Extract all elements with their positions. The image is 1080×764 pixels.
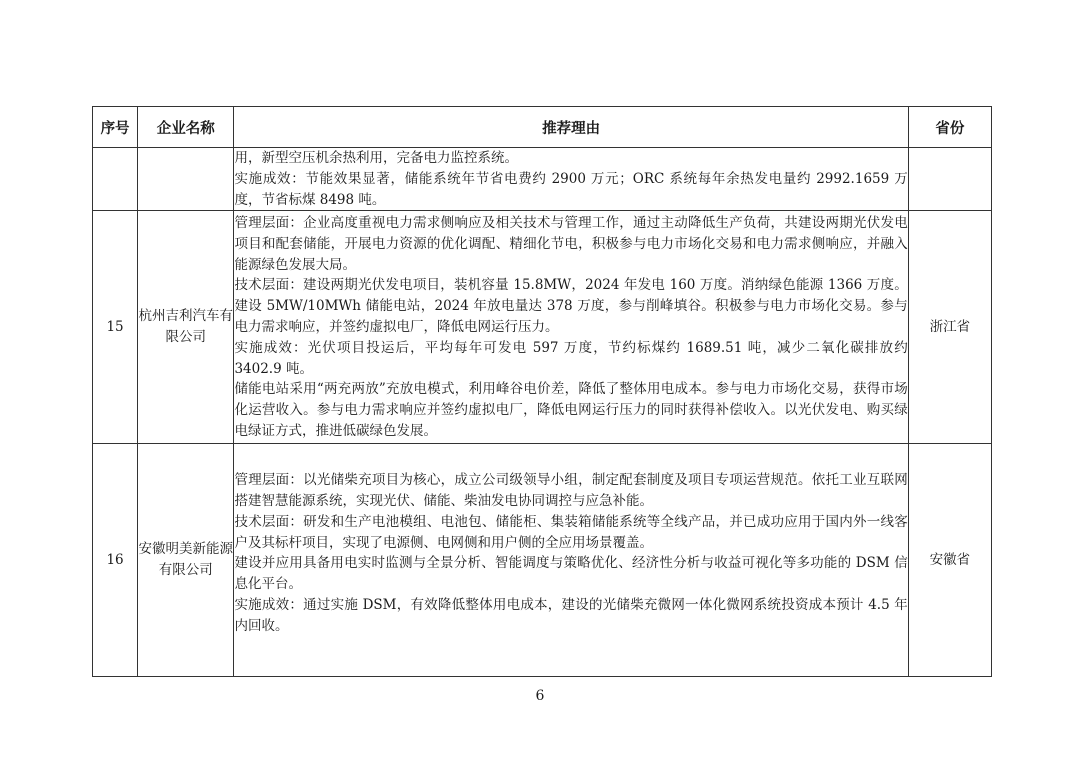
row-company-name: 安徽明美新能源有限公司 — [138, 444, 234, 677]
reason-paragraph: 建设并应用具备用电实时监测与全景分析、智能调度与策略优化、经济性分析与收益可视化等多功能的 DSM 信息化平台。 — [234, 555, 908, 593]
reason-paragraph: 管理层面：企业高度重视电力需求侧响应及相关技术与管理工作，通过主动降低生产负荷，共建设两期光伏发电项目和配套储能，开展电力资源的优化调配、精细化节电，积极参与电力市场化交易和电力需求侧响应，并融入能源绿色发展大局。 — [234, 215, 908, 273]
row-company-name: 杭州吉利汽车有限公司 — [138, 211, 234, 444]
reason-paragraph: 管理层面：以光储柴充项目为核心，成立公司级领导小组，制定配套制度及项目专项运营规范。依托工业互联网搭建智慧能源系统，实现光伏、储能、柴油发电协同调控与应急补能。 — [234, 472, 908, 509]
row-reason — [234, 211, 908, 444]
table-row — [93, 444, 992, 677]
row-province — [908, 148, 991, 211]
row-company-name — [138, 148, 234, 211]
reason-paragraph: 储能电站采用“两充两放”充放电模式，利用峰谷电价差，降低了整体用电成本。参与电力市场化交易，获得市场化运营收入。参与电力需求响应并签约虚拟电厂，降低电网运行压力的同时获得补偿收入。以光伏发电、购买绿电绿证方式，推进低碳绿色发展。 — [234, 381, 908, 439]
row-province: 安徽省 — [908, 444, 991, 677]
page-number: 6 — [535, 688, 545, 704]
recommendation-table — [92, 106, 992, 677]
reason-paragraph: 技术层面：研发和生产电池模组、电池包、储能柜、集装箱储能系统等全线产品，并已成功应用于国内外一线客户及其标杆项目，实现了电源侧、电网侧和用户侧的全应用场景覆盖。 — [234, 513, 908, 551]
table-row — [93, 148, 992, 211]
reason-paragraph: 实施成效：光伏项目投运后，平均每年可发电 597 万度，节约标煤约 1689.51 吨，减少二氧化碳排放约 3402.9 吨。 — [234, 339, 908, 377]
reason-paragraph: 实施成效：节能效果显著，储能系统年节省电费约 2900 万元；ORC 系统每年余热发电量约 2992.1659 万度，节省标煤 8498 吨。 — [234, 170, 908, 208]
header-company-name: 企业名称 — [138, 107, 234, 148]
reason-paragraph: 技术层面：建设两期光伏发电项目，装机容量 15.8MW，2024 年发电 160 万度。消纳绿色能源 1366 万度。建设 5MW/10MWh 储能电站，2024 年放电量达 378 万度，参与削峰填谷。积极参与电力市场化交易。参与电力需求响应，并签约虚拟电厂，降低电网运行压力。 — [234, 277, 908, 335]
row-reason — [234, 444, 908, 677]
header-province: 省份 — [908, 107, 991, 148]
reason-paragraph: 实施成效：通过实施 DSM，有效降低整体用电成本，建设的光储柴充微网一体化微网系统投资成本预计 4.5 年内回收。 — [234, 596, 908, 634]
row-province: 浙江省 — [908, 211, 991, 444]
row-no: 16 — [93, 444, 138, 677]
table-row — [93, 211, 992, 444]
row-reason — [234, 148, 908, 211]
header-no: 序号 — [93, 107, 138, 148]
reason-paragraph: 用，新型空压机余热利用，完备电力监控系统。 — [234, 150, 518, 166]
row-no — [93, 148, 138, 211]
table-header-row — [93, 107, 992, 148]
row-no: 15 — [93, 211, 138, 444]
header-reason: 推荐理由 — [234, 107, 908, 148]
